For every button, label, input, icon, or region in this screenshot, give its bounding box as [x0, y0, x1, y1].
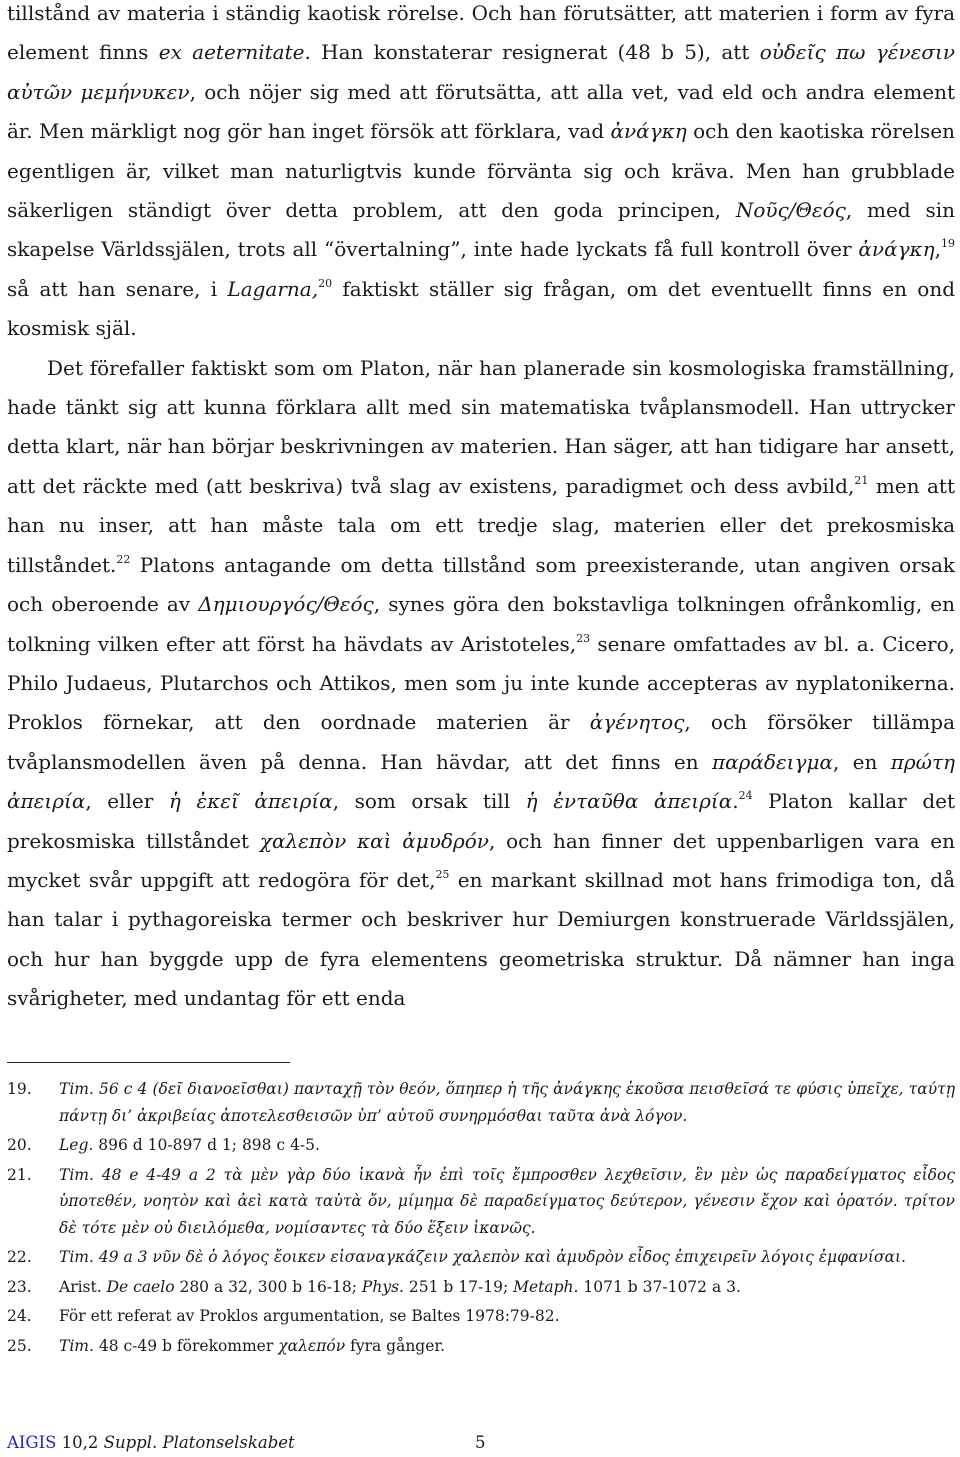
footnote-number: 21. — [7, 1165, 32, 1184]
footnote-ref-25[interactable]: 25 — [435, 867, 450, 881]
page-number: 5 — [475, 1433, 486, 1452]
greek-term: ἀνάγκη — [610, 119, 687, 144]
footnote-text: Tim. 48 c-49 b förekommer χαλεπόν fyra gånger. — [59, 1336, 446, 1355]
journal-link[interactable]: AIGIS — [7, 1433, 57, 1452]
footnote-24 — [7, 1303, 955, 1330]
footnote-20 — [7, 1132, 955, 1159]
footnote-text: Tim. 56 c 4 (δεῖ διανοεῖσθαι) πανταχῇ τὸν θεόν, ὅπηπερ ἡ τῆς ἀνάγκης ἑκοῦσα πεισθεῖσά τε φύσις ὑπεῖχε, ταύτῃ πάντῃ δι’ ἀκριβείας ἀποτελεσθεισῶν ὑπ’ αὐτοῦ συνηρμόσθαι ταῦτα ἀνὰ λόγον. — [59, 1080, 955, 1125]
footnote-text: Tim. 49 a 3 νῦν δὲ ὁ λόγος ἔοικεν εἰσαναγκάζειν χαλεπὸν καὶ ἀμυδρὸν εἶδος ἐπιχειρεῖν λόγοις ἐμφανίσαι. — [59, 1248, 906, 1266]
footnote-text: Leg. 896 d 10-897 d 1; 898 c 4-5. — [59, 1136, 320, 1154]
footnote-19 — [7, 1076, 955, 1129]
footnote-ref-20[interactable]: 20 — [318, 276, 333, 290]
footnote-ref-21[interactable]: 21 — [854, 473, 869, 487]
journal-supplement: Suppl. Platonselskabet — [103, 1433, 295, 1452]
footnote-number: 22. — [7, 1248, 32, 1266]
footnote-23 — [7, 1274, 955, 1301]
journal-issue: 10,2 — [56, 1433, 104, 1452]
footnote-25 — [7, 1333, 955, 1360]
footnote-number: 20. — [7, 1136, 32, 1154]
footnote-text: Tim. 48 e 4-49 a 2 τὰ μὲν γὰρ δύο ἱκανὰ ἦν ἐπὶ τοῖς ἔμπροσθεν λεχθεῖσιν, ἓν μὲν ὡς παραδείγματος εἶδος ὑποτεθέν, νοητὸν καὶ ἀεὶ κατὰ ταὐτὰ ὄν, μίμημα δὲ παραδείγματος δεύτερον, γένεσιν ἔχον καὶ ὁρατόν. τρίτον δὲ τότε μὲν οὐ διειλόμεθα, νομίσαντες τὰ δύο ἕξειν ἱκανῶς. — [59, 1165, 955, 1237]
footnote-number: 19. — [7, 1080, 32, 1098]
greek-term: ἡ ἐνταῦθα ἀπειρία — [525, 789, 733, 814]
greek-phrase: οὐδεῖς πω γένεσιν αὐτῶν μεμήνυκεν — [7, 40, 955, 104]
footnote-ref-19[interactable]: 19 — [941, 237, 955, 251]
paragraph-1: tillstånd av materia i ständig kaotisk rörelse. Och han förutsätter, att materien i form av fyra element finns ex aeternitate. Han konstaterar resignerat (48 b 5), att οὐδεῖς πω γένεσιν αὐτῶν μεμήνυκεν, och nöjer sig med att förutsätta, att alla vet, vad eld och andra element är. Men märkligt nog gör han inget försök att förklara, vad ἀνάγκη och den kaotiska rörelsen egentligen är, vilket man naturligtvis kunde förvänta sig och kräva. Men han grubblade säkerligen ständigt över detta problem, att den goda principen, Νοῦς/Θεός, med sin skapelse Världssjälen, trots all “övertalning”, inte hade lyckats få full kontroll över ἀνάγκη,$^{19}$ så att han senare, i Lagarna,$^{20}$ faktiskt ställer sig frågan, om det eventuellt finns en ond kosmisk själ. — [7, 1, 956, 341]
greek-term: ἀνάγκη — [858, 237, 935, 262]
footnote-21 — [7, 1162, 955, 1242]
paragraph-2: Det förefaller faktiskt som om Platon, när han planerade sin kosmologiska framställning, hade tänkt sig att kunna förklara allt med sin matematiska tvåplansmodell. Han uttrycker detta klart, när han börjar beskrivningen av materien. Han säger, att han tidigare har ansett, att det räckte med (att beskriva) två slag av existens, paradigmet och dess avbild,$^{21}$ men att han nu inser, att han måste tala om ett tredje slag, materien eller det prekosmiska tillståndet.$^{22}$ Platons antagande om detta tillstånd som preexisterande, utan angiven orsak och oberoende av Δημιουργός/Θεός, synes göra den bokstavliga tolkningen ofrånkomlig, en tolkning vilken efter att först ha hävdats av Aristoteles,$^{23}$ senare omfattades av bl. a. Cicero, Philo Judaeus, Plutarchos och Attikos, men som ju inte kunde accepteras av nyplatonikerna. Proklos förnekar, att den oordnade materien är ἀγένητος, och försöker tillämpa tvåplansmodellen även på denna. Han hävdar, att det finns en παράδειγμα, en πρώτη ἀπειρία, eller ἡ ἐκεῖ ἀπειρία, som orsak till ἡ ἐνταῦθα ἀπειρία.$^{24}$ Platon kallar det prekosmiska tillståndet χαλεπὸν καὶ ἀμυδρόν, och han finner det uppenbarligen vara en mycket svår uppgift att redogöra för det,$^{25}$ en markant skillnad mot hans frimodiga ton, då han talar i pythagoreiska termer och beskriver hur Demiurgen konstruerade Världssjälen, och hur han byggde upp de fyra elementens geometriska struktur. Då nämner han inga svårigheter, med undantag för ett enda — [7, 355, 956, 1011]
footnote-text: Arist. De caelo 280 a 32, 300 b 16-18; Phys. 251 b 17-19; Metaph. 1071 b 37-1072 a 3. — [59, 1277, 741, 1296]
greek-term: ἀγένητος — [589, 710, 685, 735]
page-footer — [7, 1432, 486, 1454]
footnote-22 — [7, 1244, 955, 1271]
footnotes — [7, 1076, 955, 1362]
greek-term: πρώτη ἀπειρία — [7, 749, 956, 814]
greek-term: Νοῦς/Θεός — [735, 198, 846, 223]
footnote-number: 25. — [7, 1336, 32, 1355]
footnote-ref-23[interactable]: 23 — [576, 631, 591, 645]
footnote-number: 24. — [7, 1307, 32, 1325]
footnote-ref-24[interactable]: 24 — [738, 789, 753, 803]
greek-term: ἡ ἐκεῖ ἀπειρία — [168, 789, 333, 814]
greek-term: Δημιουργός/Θεός — [198, 592, 374, 617]
body-text — [7, 0, 955, 1019]
greek-phrase: χαλεπὸν καὶ ἀμυδρόν — [259, 828, 489, 853]
footnote-number: 23. — [7, 1277, 32, 1296]
greek-term: παράδειγμα — [711, 749, 833, 774]
footnote-text: För ett referat av Proklos argumentation, se Baltes 1978:79-82. — [59, 1307, 560, 1325]
footnote-separator — [7, 1062, 290, 1063]
footnote-ref-22[interactable]: 22 — [116, 552, 131, 566]
